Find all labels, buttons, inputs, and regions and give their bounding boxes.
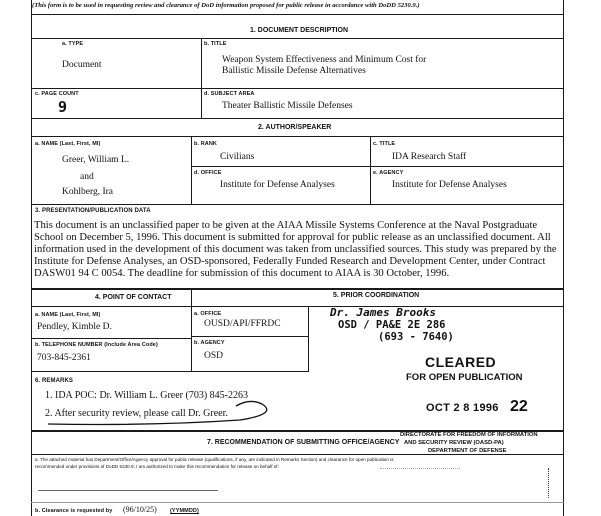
coord-office-label: a. OFFICE — [194, 311, 222, 317]
rule — [31, 136, 564, 137]
stamp-date: OCT 2 8 1996 — [426, 402, 499, 414]
type-value: Document — [62, 60, 102, 70]
rule — [191, 289, 192, 371]
type-label: a. TYPE — [62, 41, 84, 47]
signature-line — [38, 490, 218, 491]
rule — [31, 338, 191, 339]
rule — [191, 136, 192, 204]
author-office-value: Institute for Defense Analyses — [220, 180, 335, 190]
rule — [31, 14, 564, 15]
author-office-label: d. OFFICE — [194, 170, 222, 176]
author-agency-value: Institute for Defense Analyses — [392, 180, 507, 190]
section1-header: 1. DOCUMENT DESCRIPTION — [250, 27, 349, 34]
poc-phone-value: 703-845-2361 — [37, 353, 91, 363]
author-and: and — [80, 172, 94, 182]
presentation-line-2: School on December 5, 1996. This document is submitted for approval for public release as an unclassified document. All — [34, 232, 551, 243]
coord-agency-value: OSD — [204, 351, 224, 361]
section5-header: 5. PRIOR COORDINATION — [333, 292, 420, 299]
poc-name-label: a. NAME (Last, First, MI) — [35, 312, 101, 318]
coord-handwritten-3: (693 - 7640) — [378, 331, 454, 343]
rule — [201, 38, 202, 118]
coord-handwritten-1: Dr. James Brooks — [330, 306, 436, 319]
open-publication-stamp: FOR OPEN PUBLICATION — [406, 372, 523, 383]
directorate-stamp-3: DEPARTMENT OF DEFENSE — [428, 448, 507, 454]
rule — [31, 38, 564, 39]
title-line-2: Ballistic Missile Defense Alternatives — [222, 66, 366, 76]
section3-header: 3. PRESENTATION/PUBLICATION DATA — [35, 208, 151, 214]
subject-area-label: d. SUBJECT AREA — [204, 91, 255, 97]
title-label: b. TITLE — [204, 41, 227, 47]
poc-name-value: Pendley, Kimble D. — [37, 322, 112, 332]
directorate-stamp-1: DIRECTORATE FOR FREEDOM OF INFORMATION — [400, 432, 538, 438]
rank-label: b. RANK — [194, 141, 218, 147]
rule — [31, 204, 564, 205]
rule — [31, 502, 564, 503]
form-right-border — [563, 0, 564, 516]
page-count-value: 9 — [58, 98, 68, 116]
presentation-line-5: DASW01 94 C 0054. The deadline for submission of this document to AIAA is 30 October, 1996. — [34, 268, 450, 279]
rule — [31, 288, 564, 290]
rule — [370, 136, 371, 204]
rule — [191, 336, 308, 337]
coord-office-value: OUSD/API/FFRDC — [204, 319, 281, 329]
remarks-line-2: 2. After security review, please call Dr. Greer. — [45, 408, 228, 419]
author-name-2: Kohlberg, Ira — [62, 187, 114, 197]
page-count-label: c. PAGE COUNT — [35, 91, 79, 97]
rank-value: Civilians — [220, 152, 255, 162]
author-title-label: c. TITLE — [373, 141, 396, 147]
rule — [31, 371, 309, 372]
coord-handwritten-2: OSD / PA&E 2E 286 — [338, 319, 446, 331]
clearance-value: (96/10/25) — [123, 505, 157, 514]
author-title-value: IDA Research Staff — [392, 152, 467, 162]
title-line-1: Weapon System Effectiveness and Minimum Cost for — [222, 55, 427, 65]
remarks-line-1: 1. IDA POC: Dr. William L. Greer (703) 845-2263 — [45, 390, 248, 401]
form-left-border — [31, 0, 32, 516]
scan-artifact — [548, 468, 550, 498]
directorate-stamp-2: AND SECURITY REVIEW (OASD-PA) — [404, 440, 504, 446]
rule — [308, 306, 309, 371]
section7-header: 7. RECOMMENDATION OF SUBMITTING OFFICE/AGENCY — [207, 439, 400, 446]
rule — [31, 306, 564, 307]
author-agency-label: e. AGENCY — [373, 170, 404, 176]
form-instructions: (This form is to be used in requesting review and clearance of DoD information proposed for public release in accordance with DoDD 5230.9.) — [32, 2, 420, 9]
author-name-1: Greer, William L. — [62, 155, 130, 165]
presentation-line-4: Institute for Defense Analyses, an OSD-sponsored, Federally Funded Research and Development Center, under Contract — [34, 256, 546, 267]
section4-header: 4. POINT OF CONTACT — [95, 294, 172, 301]
section6-header: 6. REMARKS — [35, 378, 74, 384]
rule — [191, 166, 564, 167]
coord-agency-label: b. AGENCY — [194, 340, 225, 346]
scan-artifact — [380, 468, 460, 470]
stamp-number: 22 — [510, 398, 528, 415]
clearance-format: (YYMMDD) — [170, 508, 199, 514]
rule — [31, 454, 564, 455]
presentation-line-3: information used in the development of this document was taken from unclassified sources. This study was prepared by the — [34, 244, 557, 255]
cleared-stamp: CLEARED — [425, 354, 497, 370]
presentation-line-1: This document is an unclassified paper to be given at the AIAA Missile Systems Conference at the Naval Postgraduate — [34, 220, 538, 231]
rule — [31, 118, 564, 119]
author-name-label: a. NAME (Last, First, MI) — [35, 141, 101, 147]
recommendation-text-1: a. The attached material has Department/Office/Agency approval for public release (qualifications, if any, are indicated in Remarks Section) and clearance for open publication is — [35, 457, 394, 462]
handwritten-underline — [40, 396, 280, 428]
clearance-label: b. Clearance is requested by — [35, 508, 113, 514]
subject-area-value: Theater Ballistic Missile Defenses — [222, 101, 353, 111]
recommendation-text-2: recommended under provisions of DoDD 5230.9. I am authorized to make this recommendation for release on behalf of: — [35, 464, 279, 469]
section2-header: 2. AUTHOR/SPEAKER — [258, 124, 332, 131]
poc-phone-label: b. TELEPHONE NUMBER (Include Area Code) — [35, 342, 158, 348]
rule — [31, 88, 564, 89]
